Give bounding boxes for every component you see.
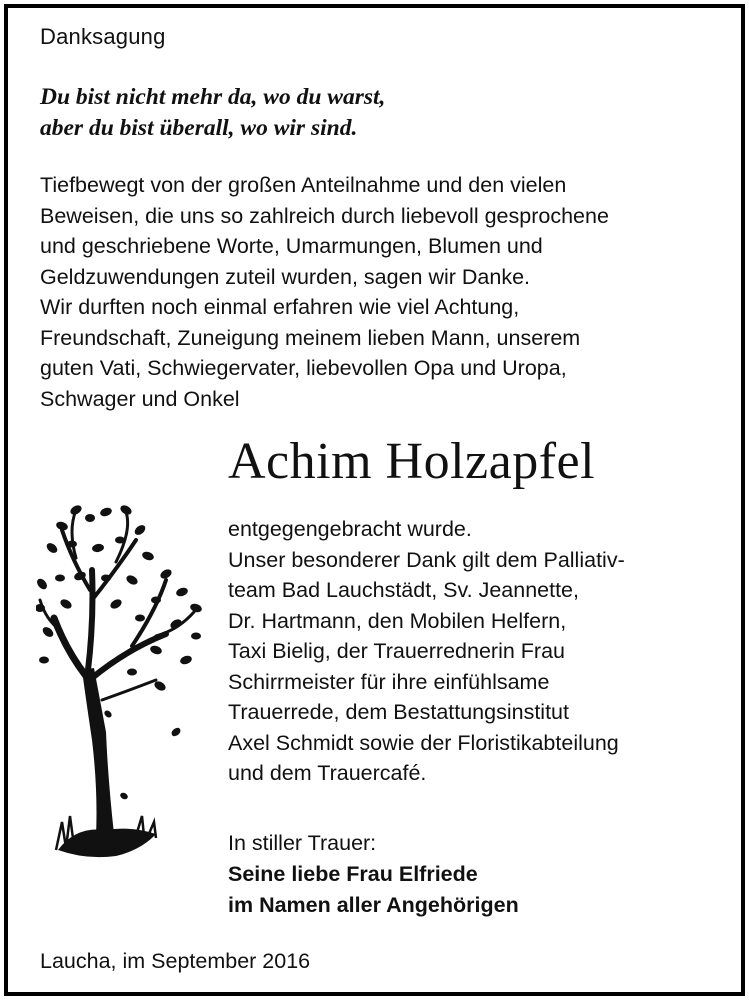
mourning-intro: In stiller Trauer: <box>228 831 377 855</box>
thanks-line: Axel Schmidt sowie der Floristikabteilung <box>228 730 619 755</box>
quote <box>40 82 385 144</box>
body-text <box>40 170 720 414</box>
body-line: guten Vati, Schwiegervater, liebevollen Opa und Uropa, <box>40 356 567 380</box>
quote-line: Du bist nicht mehr da, wo du warst, <box>40 84 386 110</box>
signature-block <box>228 828 519 921</box>
thanks-text <box>228 514 625 789</box>
thanks-line: Schirrmeister für ihre einfühlsame <box>228 669 550 694</box>
body-line: Geldzuwendungen zuteil wurden, sagen wir Danke. <box>40 264 531 289</box>
tree-illustration <box>36 500 208 872</box>
mourner-relatives: im Namen aller Angehörigen <box>228 893 519 917</box>
body-line: Tiefbewegt von der großen Anteilnahme und den vielen <box>40 173 567 197</box>
body-line: Schwager und Onkel <box>40 386 240 411</box>
body-line: Beweisen, die uns so zahlreich durch liebevoll gesprochene <box>40 203 609 228</box>
deceased-name: Achim Holzapfel <box>228 433 596 490</box>
thanks-line: entgegengebracht wurde. <box>228 517 472 541</box>
thanks-line: Unser besonderer Dank gilt dem Palliativ- <box>228 547 625 572</box>
notice-heading: Danksagung <box>40 24 166 49</box>
place-date: Laucha, im September 2016 <box>40 949 311 973</box>
thanks-line: Taxi Bielig, der Trauerrednerin Frau <box>228 639 565 663</box>
thanks-line: team Bad Lauchstädt, Sv. Jeannette, <box>228 578 579 602</box>
mourner-name: Seine liebe Frau Elfriede <box>228 862 478 886</box>
body-line: Wir durften noch einmal erfahren wie viel Achtung, <box>40 295 520 319</box>
thanks-line: und dem Trauercafé. <box>228 761 427 785</box>
quote-line: aber du bist überall, wo wir sind. <box>40 115 358 141</box>
thanks-line: Dr. Hartmann, den Mobilen Helfern, <box>228 608 567 633</box>
thanks-line: Trauerrede, dem Bestattungsinstitut <box>228 700 569 724</box>
body-line: Freundschaft, Zuneigung meinem lieben Mann, unserem <box>40 325 581 350</box>
body-line: und geschriebene Worte, Umarmungen, Blumen und <box>40 234 543 258</box>
